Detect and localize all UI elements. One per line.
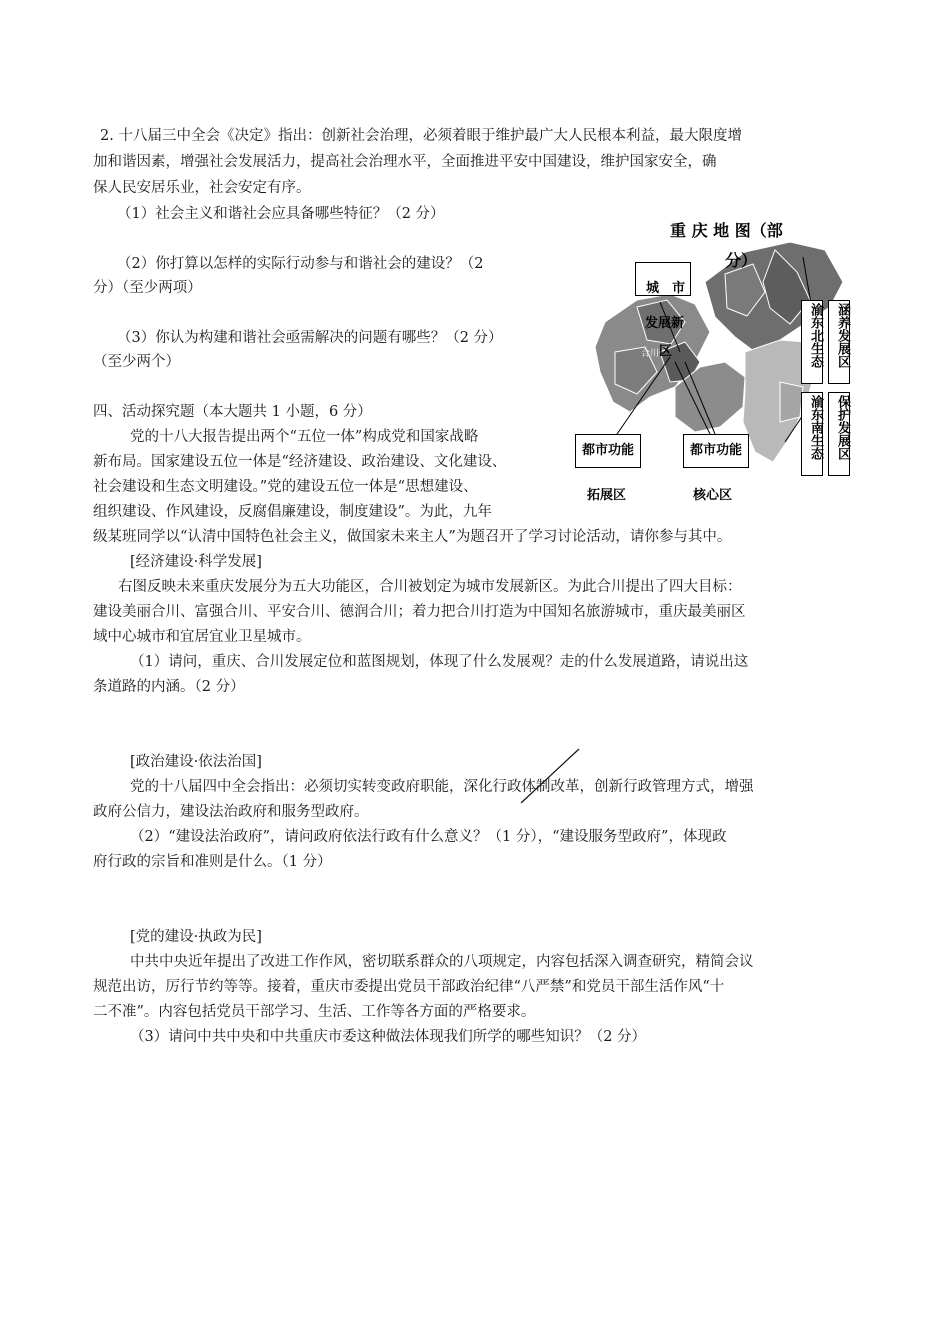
northeast-label-b: 涵养发展区 [828, 300, 850, 384]
q2-line-1: 2. 十八届三中全会《决定》指出：创新社会治理，必须着眼于维护最广大人民根本利益，最大限度增 [100, 128, 742, 144]
econ-line-3: 域中心城市和宜居宜业卫星城市。 [93, 629, 311, 645]
party-heading: [党的建设·执政为民] [130, 929, 262, 945]
econ-line-1: 右图反映未来重庆发展分为五大功能区，合川被划定为城市发展新区。为此合川提出了四大目标： [118, 579, 742, 595]
econ-question-1: （1）请问，重庆、合川发展定位和蓝图规划，体现了什么发展观？走的什么发展道路，请说出这 [130, 654, 749, 670]
pol-line-1: 党的十八届四中全会指出：必须切实转变政府职能，深化行政体制改革，创新行政管理方式，增强 [130, 779, 754, 795]
pol-line-2: 政府公信力，建设法治政府和服务型政府。 [93, 804, 369, 820]
pol-question-2: 府行政的宗旨和准则是什么。（1 分） [93, 854, 332, 870]
econ-question-2: 条道路的内涵。（2 分） [93, 679, 245, 695]
pen-stroke-mark [515, 745, 585, 807]
econ-line-2: 建设美丽合川、富强合川、平安合川、德润合川；着力把合川打造为中国知名旅游城市，重庆最美丽区 [93, 604, 746, 620]
section4-intro-1: 党的十八大报告提出两个“五位一体”构成党和国家战略 [130, 429, 479, 445]
party-line-2: 规范出访，厉行节约等等。接着，重庆市委提出党员干部政治纪律“八严禁”和党员干部生活作风“十 [93, 979, 725, 995]
party-question: （3）请问中共中央和中共重庆市委这种做法体现我们所学的哪些知识？（2 分） [130, 1029, 647, 1045]
party-line-1: 中共中央近年提出了改进工作作风，密切联系群众的八项规定，内容包括深入调查研究，精简会议 [130, 954, 754, 970]
expand-area-label: 拓展区 [587, 488, 627, 503]
section4-intro-5: 级某班同学以“认清中国特色社会主义，做国家未来主人”为题召开了学习讨论活动，请你参与其中。 [93, 529, 732, 545]
q2-sub2-b: 分）（至少两项） [93, 280, 202, 296]
q2-sub3-a: （3）你认为构建和谐社会亟需解决的问题有哪些？（2 分） [117, 330, 503, 346]
hechuan-label: 合川 [641, 349, 660, 359]
q2-sub2-a: （2）你打算以怎样的实际行动参与和谐社会的建设？（2 [117, 256, 484, 272]
pol-heading: [政治建设·依法治国] [130, 754, 262, 770]
core-area-box: 都市功能 [683, 434, 749, 468]
expand-area-box: 都市功能 [575, 434, 641, 468]
map-title-line-1: 重 庆 地 图（部 [670, 221, 783, 240]
section4-heading: 四、活动探究题（本大题共 1 小题，6 分） [93, 404, 372, 420]
section4-intro-3: 社会建设和生态文明建设。”党的建设五位一体是“思想建设、 [93, 479, 478, 495]
city-new-area-label-1: 城 市 [646, 281, 686, 296]
northeast-label-a: 渝东北生态 [801, 300, 823, 384]
city-new-area-label-2: 发展新 [645, 316, 685, 331]
econ-heading: [经济建设·科学发展] [130, 554, 262, 570]
city-new-area-box [635, 262, 691, 296]
pol-question-1: （2）“建设法治政府”，请问政府依法行政有什么意义？（1 分），“建设服务型政府”，体现政 [130, 829, 727, 845]
map-title-line-2: 分） [725, 251, 758, 270]
section4-intro-4: 组织建设、作风建设，反腐倡廉建设，制度建设”。为此，九年 [93, 504, 492, 520]
section4-intro-2: 新布局。国家建设五位一体是“经济建设、政治建设、文化建设、 [93, 454, 507, 470]
q2-line-3: 保人民安居乐业，社会安定有序。 [93, 180, 311, 196]
city-new-area-label-3: 区 [659, 344, 673, 359]
q2-sub3-b: （至少两个） [93, 354, 180, 370]
southeast-label-b: 保护发展区 [828, 392, 850, 476]
party-line-3: 二不准”。内容包括党员干部学习、生活、工作等各方面的严格要求。 [93, 1004, 536, 1020]
southeast-label-a: 渝东南生态 [801, 392, 823, 476]
q2-sub1: （1）社会主义和谐社会应具备哪些特征？（2 分） [117, 206, 445, 222]
core-area-label: 核心区 [693, 488, 733, 503]
q2-line-2: 加和谐因素，增强社会发展活力，提高社会治理水平，全面推进平安中国建设，维护国家安全，确 [93, 154, 717, 170]
chongqing-map-figure [575, 212, 860, 504]
